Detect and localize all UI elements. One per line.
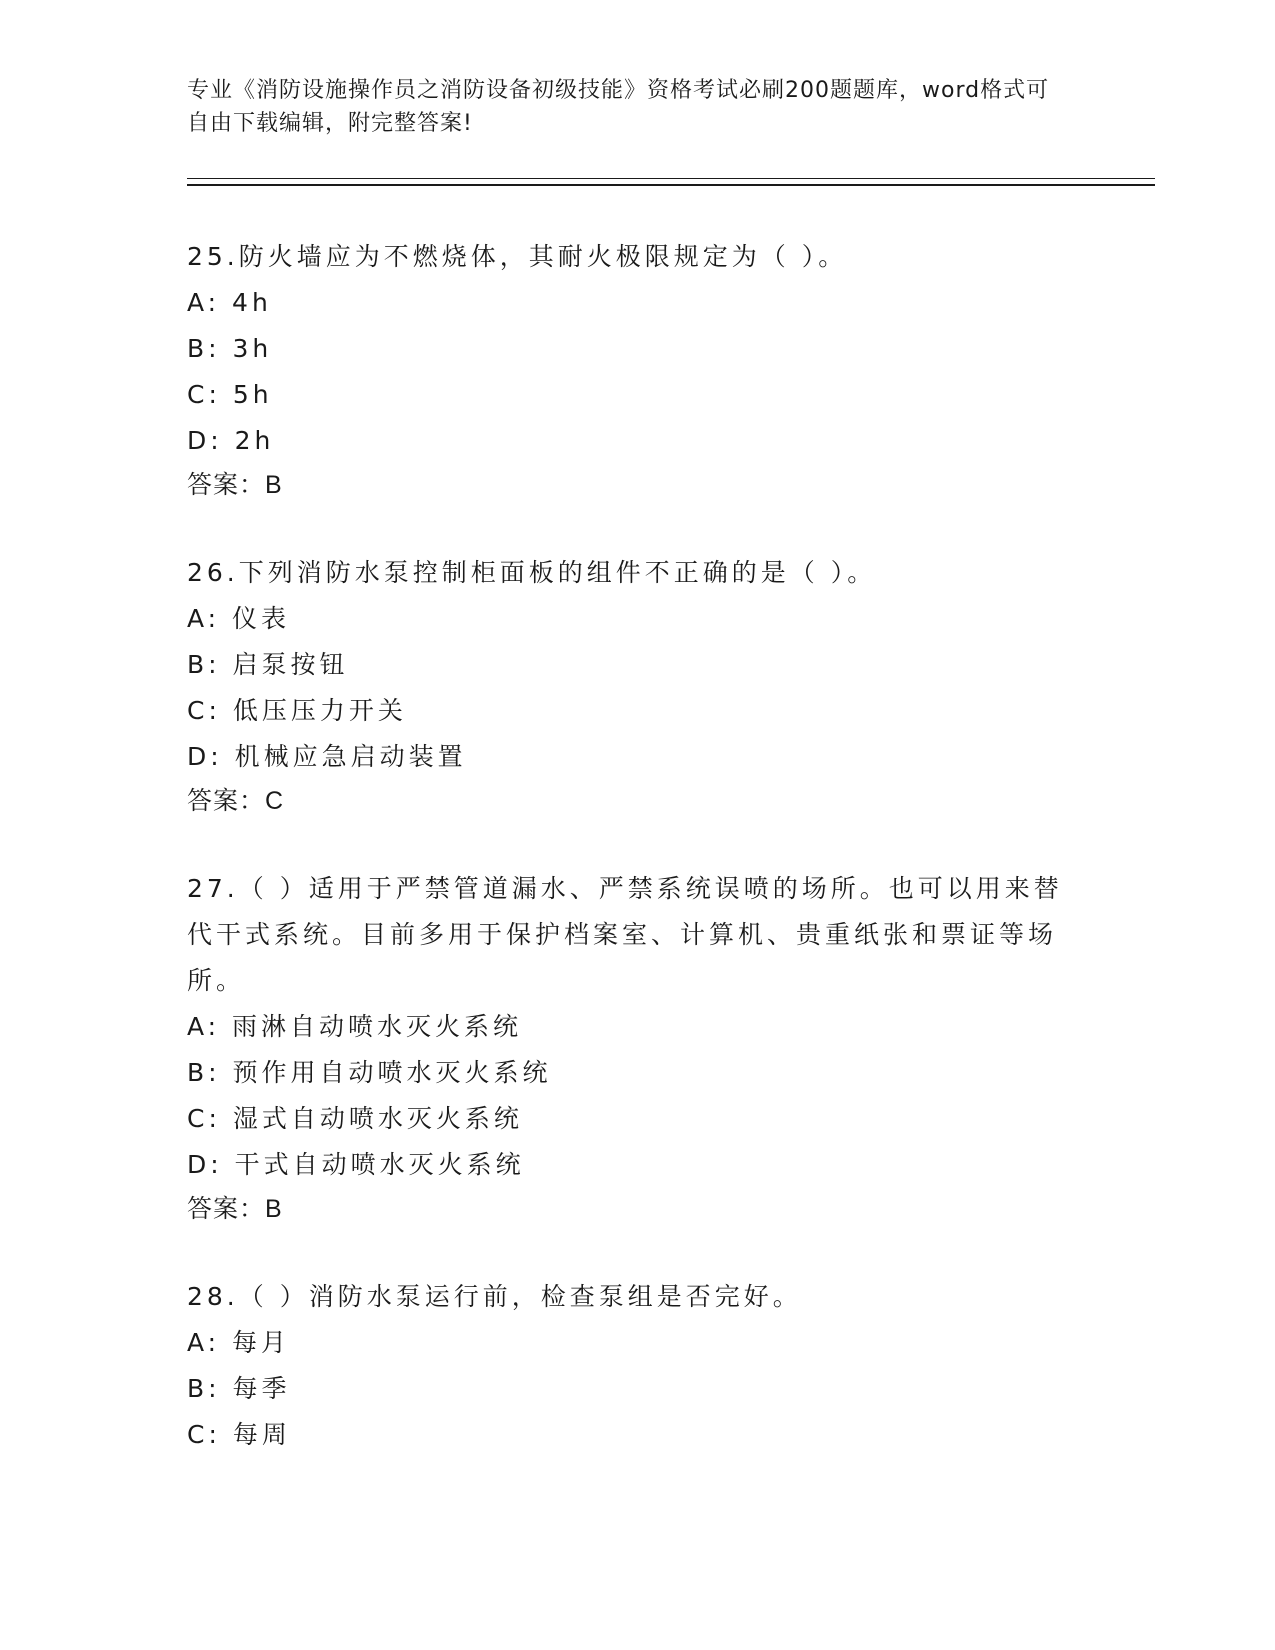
option-b: B: 每季 (187, 1374, 291, 1403)
option-d: D: 机械应急启动装置 (187, 742, 467, 771)
answer: 答案：B (187, 471, 283, 499)
header-divider (187, 178, 1155, 186)
document-header: 专业《消防设施操作员之消防设备初级技能》资格考试必刷200题题库，word格式可自由下载编辑，附完整答案! (187, 78, 1050, 136)
option-b: B: 预作用自动喷水灭火系统 (187, 1058, 552, 1087)
option-b: B: 3h (187, 334, 273, 363)
option-d: D: 2h (187, 426, 275, 455)
question-28 (187, 1274, 1087, 1458)
option-a: A: 4h (187, 288, 272, 317)
question-26 (187, 550, 1087, 822)
option-c: C: 每周 (187, 1420, 291, 1449)
option-c: C: 湿式自动喷水灭火系统 (187, 1104, 523, 1133)
question-stem: 28.（ ）消防水泵运行前，检查泵组是否完好。 (187, 1282, 802, 1311)
option-a: A: 每月 (187, 1328, 291, 1357)
question-stem: 25.防火墙应为不燃烧体，其耐火极限规定为（ ）。 (187, 242, 848, 271)
answer: 答案：B (187, 1195, 283, 1223)
question-25 (187, 234, 1087, 506)
option-a: A: 雨淋自动喷水灭火系统 (187, 1012, 523, 1041)
option-a: A: 仪表 (187, 604, 291, 633)
option-c: C: 低压压力开关 (187, 696, 407, 725)
option-d: D: 干式自动喷水灭火系统 (187, 1150, 525, 1179)
question-stem: 26.下列消防水泵控制柜面板的组件不正确的是（ ）。 (187, 558, 877, 587)
option-c: C: 5h (187, 380, 273, 409)
answer: 答案：C (187, 787, 285, 815)
question-list (187, 234, 1087, 1502)
option-b: B: 启泵按钮 (187, 650, 349, 679)
question-stem: 27.（ ）适用于严禁管道漏水、严禁系统误喷的场所。也可以用来替代干式系统。目前多用于保护档案室、计算机、贵重纸张和票证等场所。 (187, 874, 1063, 995)
question-27 (187, 866, 1087, 1230)
